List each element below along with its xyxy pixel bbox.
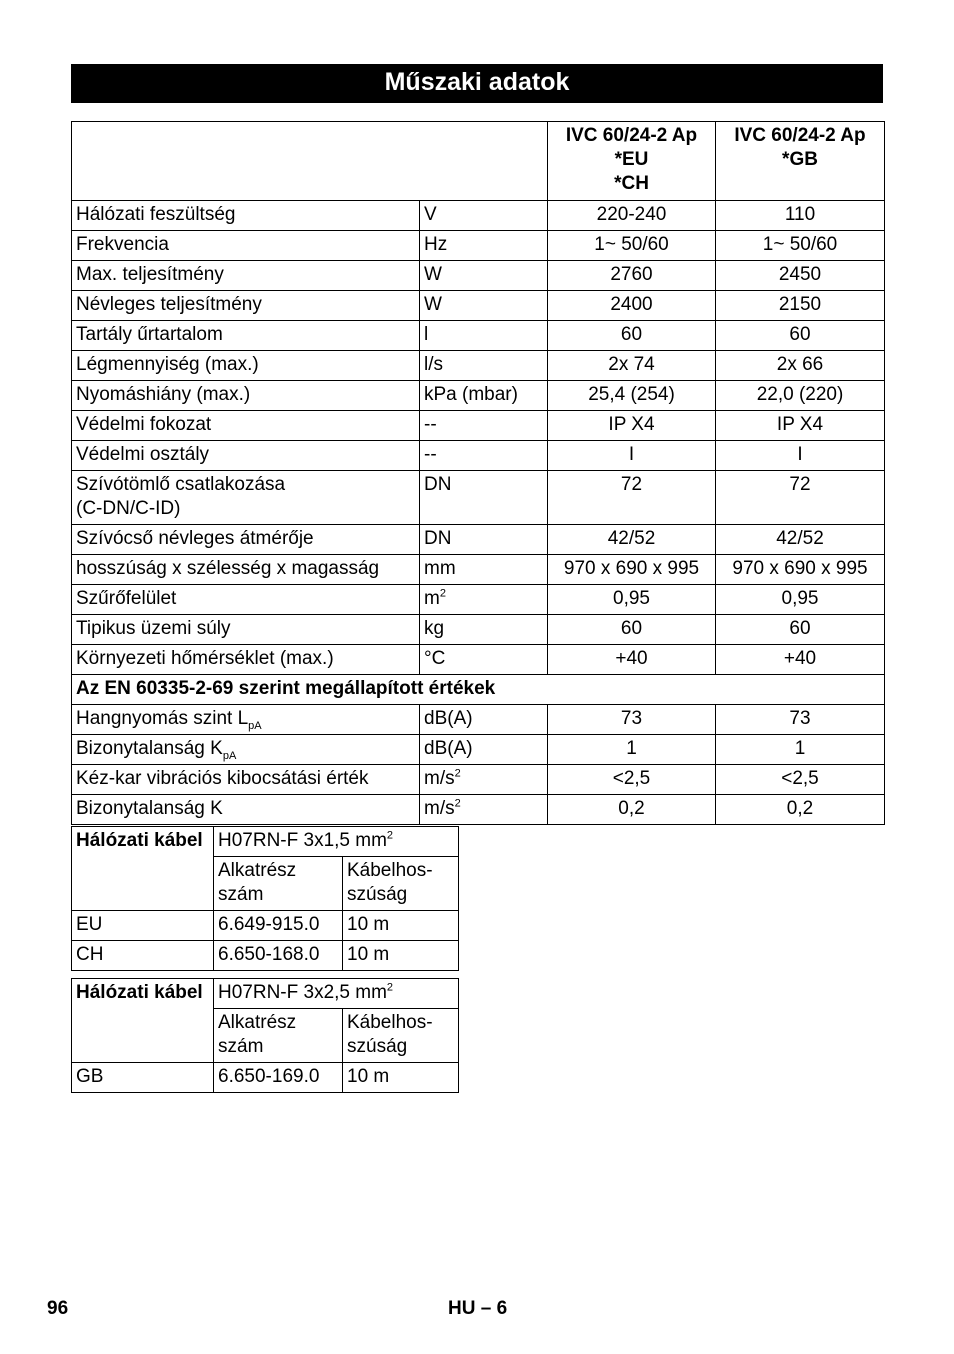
cable-row xyxy=(72,911,459,941)
spec-label: Hangnyomás szint $L_{pA}$ xyxy=(72,705,420,735)
spec-value-eu: I xyxy=(548,441,716,471)
spec-value-gb: 73 xyxy=(716,705,885,735)
spec-row xyxy=(72,321,885,351)
spec-value-gb: 970 x 690 x 995 xyxy=(716,555,885,585)
spec-value-eu: 2760 xyxy=(548,261,716,291)
cable-row xyxy=(72,941,459,971)
spec-label: Környezeti hőmérséklet (max.) xyxy=(72,645,420,675)
spec-header-row xyxy=(72,122,885,201)
spec-unit: kPa (mbar) xyxy=(420,381,548,411)
spec-value-eu: 2400 xyxy=(548,291,716,321)
spec-value-gb: <2,5 xyxy=(716,765,885,795)
spec-unit: dB(A) xyxy=(420,735,548,765)
spec-value-eu: <2,5 xyxy=(548,765,716,795)
spec-label: Védelmi osztály xyxy=(72,441,420,471)
spec-unit: -- xyxy=(420,411,548,441)
spec-value-eu: 25,4 (254) xyxy=(548,381,716,411)
cable-type: H07RN-F 3x2,5 $mm^2$ xyxy=(214,979,459,1009)
cable-length: 10 m xyxy=(343,1063,459,1093)
spec-label: Hálózati feszültség xyxy=(72,201,420,231)
spec-value-gb: 2450 xyxy=(716,261,885,291)
spec-value-eu: 970 x 690 x 995 xyxy=(548,555,716,585)
spec-unit: kg xyxy=(420,615,548,645)
spec-label: Szívócső névleges átmérője xyxy=(72,525,420,555)
cable-length-header: Kábelhos- szúság xyxy=(343,857,459,911)
model-gb-header xyxy=(716,122,885,201)
spec-row xyxy=(72,411,885,441)
spec-value-gb: 1~ 50/60 xyxy=(716,231,885,261)
spec-unit: W xyxy=(420,291,548,321)
spec-value-gb: 110 xyxy=(716,201,885,231)
spec-value-eu: 220-240 xyxy=(548,201,716,231)
spec-label: Nyomáshiány (max.) xyxy=(72,381,420,411)
model-gb-variant: *GB xyxy=(782,149,818,170)
cable-header-row xyxy=(72,827,459,857)
spec-value-eu: 0,95 xyxy=(548,585,716,615)
spec-row xyxy=(72,585,885,615)
model-eu-header xyxy=(548,122,716,201)
cable-table-1 xyxy=(71,826,459,971)
spec-value-eu: +40 xyxy=(548,645,716,675)
spec-value-eu: 60 xyxy=(548,321,716,351)
spec-label: Max. teljesítmény xyxy=(72,261,420,291)
spec-value-gb: 0,2 xyxy=(716,795,885,825)
spec-row xyxy=(72,735,885,765)
spec-unit: l/s xyxy=(420,351,548,381)
spec-unit: Hz xyxy=(420,231,548,261)
cable-region: GB xyxy=(72,1063,214,1093)
spec-row xyxy=(72,291,885,321)
spec-row xyxy=(72,261,885,291)
spec-value-eu: 72 xyxy=(548,471,716,525)
spec-value-gb: 60 xyxy=(716,321,885,351)
spec-unit: DN xyxy=(420,471,548,525)
spec-label: Bizonytalanság K xyxy=(72,795,420,825)
spec-unit: $m/s^2$ xyxy=(420,795,548,825)
spec-value-eu: 1~ 50/60 xyxy=(548,231,716,261)
spec-label: Bizonytalanság $K_{pA}$ xyxy=(72,735,420,765)
spec-value-eu: 60 xyxy=(548,615,716,645)
spec-value-gb: 1 xyxy=(716,735,885,765)
spec-row xyxy=(72,201,885,231)
cable-region: EU xyxy=(72,911,214,941)
section-row xyxy=(72,675,885,705)
page-title: Műszaki adatok xyxy=(71,64,883,103)
spec-value-gb: +40 xyxy=(716,645,885,675)
spec-row xyxy=(72,525,885,555)
cable-type: H07RN-F 3x1,5 $mm^2$ xyxy=(214,827,459,857)
spec-value-eu: 2x 74 xyxy=(548,351,716,381)
spec-row xyxy=(72,795,885,825)
spec-unit: W xyxy=(420,261,548,291)
spec-value-gb: 60 xyxy=(716,615,885,645)
spec-unit: mm xyxy=(420,555,548,585)
spec-unit: V xyxy=(420,201,548,231)
spec-label: Szívótömlő csatlakozása (C-DN/C-ID) xyxy=(72,471,420,525)
spec-label: Légmennyiség (max.) xyxy=(72,351,420,381)
spec-value-gb: 72 xyxy=(716,471,885,525)
spec-value-eu: 1 xyxy=(548,735,716,765)
spec-header-blank xyxy=(72,122,548,201)
model-gb-name: IVC 60/24-2 Ap xyxy=(734,125,866,146)
section-title: Az EN 60335-2-69 szerint megállapított értékek xyxy=(72,675,885,705)
cable-table-2 xyxy=(71,978,459,1093)
spec-row xyxy=(72,351,885,381)
spec-label: Tipikus üzemi súly xyxy=(72,615,420,645)
spec-row xyxy=(72,231,885,261)
part-number-header: Alkatrész szám xyxy=(214,1009,343,1063)
spec-row xyxy=(72,381,885,411)
cable-length: 10 m xyxy=(343,911,459,941)
cable-part-number: 6.650-168.0 xyxy=(214,941,343,971)
spec-unit: DN xyxy=(420,525,548,555)
cable-row xyxy=(72,1063,459,1093)
spec-value-eu: 73 xyxy=(548,705,716,735)
spec-unit: °C xyxy=(420,645,548,675)
spec-unit: dB(A) xyxy=(420,705,548,735)
cable-title: Hálózati kábel xyxy=(72,827,214,911)
model-ch-variant: *CH xyxy=(614,173,649,194)
spec-label: Kéz-kar vibrációs kibocsátási érték xyxy=(72,765,420,795)
cable-part-number: 6.650-169.0 xyxy=(214,1063,343,1093)
spec-value-gb: 2150 xyxy=(716,291,885,321)
spec-value-eu: 42/52 xyxy=(548,525,716,555)
spec-table xyxy=(71,121,885,825)
model-eu-variant: *EU xyxy=(614,149,649,170)
spec-row xyxy=(72,645,885,675)
spec-row xyxy=(72,471,885,525)
spec-value-gb: 42/52 xyxy=(716,525,885,555)
spec-row xyxy=(72,705,885,735)
spec-row xyxy=(72,615,885,645)
spec-value-gb: IP X4 xyxy=(716,411,885,441)
spec-value-gb: 0,95 xyxy=(716,585,885,615)
part-number-header: Alkatrész szám xyxy=(214,857,343,911)
cable-region: CH xyxy=(72,941,214,971)
cable-length: 10 m xyxy=(343,941,459,971)
spec-label: Frekvencia xyxy=(72,231,420,261)
cable-title: Hálózati kábel xyxy=(72,979,214,1063)
spec-row xyxy=(72,441,885,471)
page-number: 96 xyxy=(47,1298,69,1319)
model-eu-name: IVC 60/24-2 Ap xyxy=(565,125,698,146)
spec-label: Védelmi fokozat xyxy=(72,411,420,441)
cable-length-header: Kábelhos- szúság xyxy=(343,1009,459,1063)
spec-unit: -- xyxy=(420,441,548,471)
spec-label: hosszúság x szélesség x magasság xyxy=(72,555,420,585)
spec-value-gb: 22,0 (220) xyxy=(716,381,885,411)
spec-value-eu: 0,2 xyxy=(548,795,716,825)
spec-unit: $m^2$ xyxy=(420,585,548,615)
spec-unit: $m/s^2$ xyxy=(420,765,548,795)
cable-part-number: 6.649-915.0 xyxy=(214,911,343,941)
spec-label: Tartály űrtartalom xyxy=(72,321,420,351)
cable-header-row xyxy=(72,979,459,1009)
spec-row xyxy=(72,765,885,795)
spec-value-eu: IP X4 xyxy=(548,411,716,441)
spec-unit: l xyxy=(420,321,548,351)
page-label: HU – 6 xyxy=(448,1298,508,1319)
spec-label: Szűrőfelület xyxy=(72,585,420,615)
spec-row xyxy=(72,555,885,585)
spec-value-gb: 2x 66 xyxy=(716,351,885,381)
spec-value-gb: I xyxy=(716,441,885,471)
spec-label: Névleges teljesítmény xyxy=(72,291,420,321)
